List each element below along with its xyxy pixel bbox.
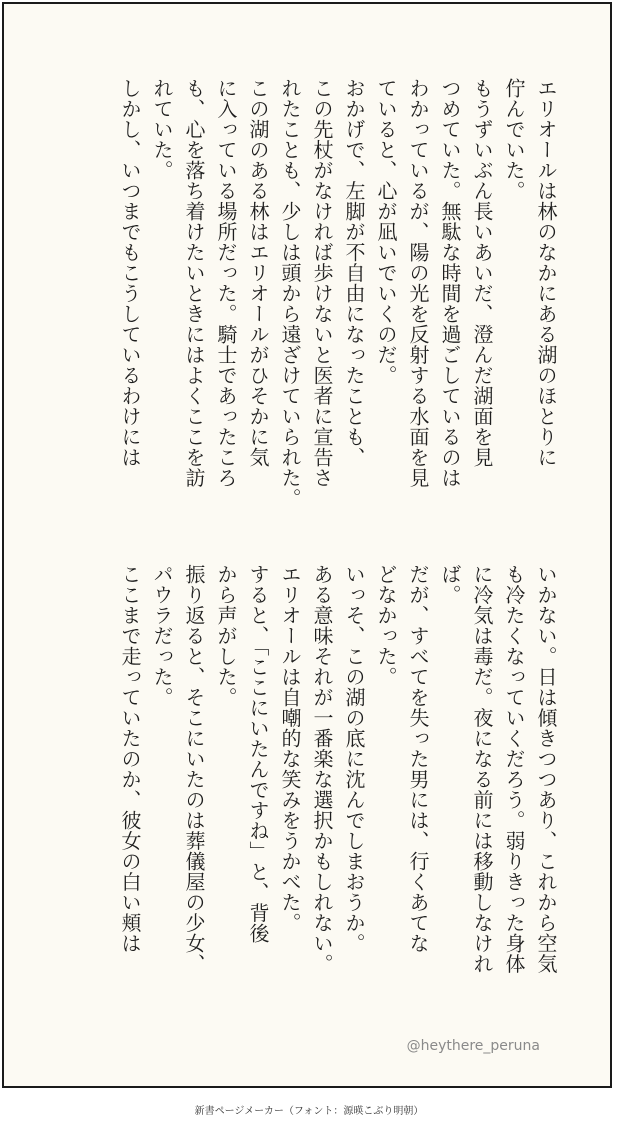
text-line: れたことも、少しは頭から遠ざけていられた。 [278,78,302,509]
text-line: つめていた。無駄な時間を過ごしているのは [438,78,462,488]
author-handle: @heythere_peruna [406,1038,540,1054]
text-line: も、心を落ち着けたいときにはよくここを訪 [182,78,206,488]
text-line: エリオールは自嘲的な笑みをうかべた。 [278,564,302,933]
text-line: いかない。日は傾きつつあり、これから空気 [534,564,558,974]
text-line: すると、「ここにいたんですね」と、背後 [246,564,270,944]
text-line: おかげで、左脚が不自由になったことも、 [342,78,366,468]
text-line: だが、すべてを失った男には、行くあてな [406,564,430,954]
text-line: も冷たくなっていくだろう。弱りきった身体 [502,564,526,974]
text-line: この湖のある林はエリオールがひそかに気 [246,78,270,468]
text-line: もうずいぶん長いあいだ、澄んだ湖面を見 [470,78,494,468]
text-line: パウラだった。 [150,564,174,708]
text-line: いっそ、この湖の底に沈んでしまおうか。 [342,564,366,954]
footer-credit: 新書ページメーカー（フォント：源暎こぶり明朝） [194,1106,424,1117]
text-line: ば。 [438,564,462,605]
text-line: れていた。 [150,78,174,181]
text-block-bottom [114,564,562,1004]
text-line: ていると、心が凪いでいくのだ。 [374,78,398,386]
text-line: ある意味それが一番楽な選択かもしれない。 [310,564,334,974]
book-page [2,2,612,1088]
text-line: から声がした。 [214,564,238,708]
text-line: ここまで走っていたのか、彼女の白い頬は [118,564,142,954]
text-line: エリオールは林のなかにある湖のほとりに [534,78,558,468]
text-line: に冷気は毒だ。夜になる前には移動しなけれ [470,564,494,974]
text-line: どなかった。 [374,564,398,687]
text-line: 佇んでいた。 [502,78,526,201]
text-line: に入っている場所だった。騎士であったころ [214,78,238,488]
text-line: 振り返ると、そこにいたのは葬儀屋の少女、 [182,564,206,974]
text-line: この先杖がなければ歩けないと医者に宣告さ [310,78,334,488]
text-block-top [114,78,562,518]
text-line: しかし、いつまでもこうしているわけには [118,78,142,468]
text-line: わかっているが、陽の光を反射する水面を見 [406,78,430,488]
